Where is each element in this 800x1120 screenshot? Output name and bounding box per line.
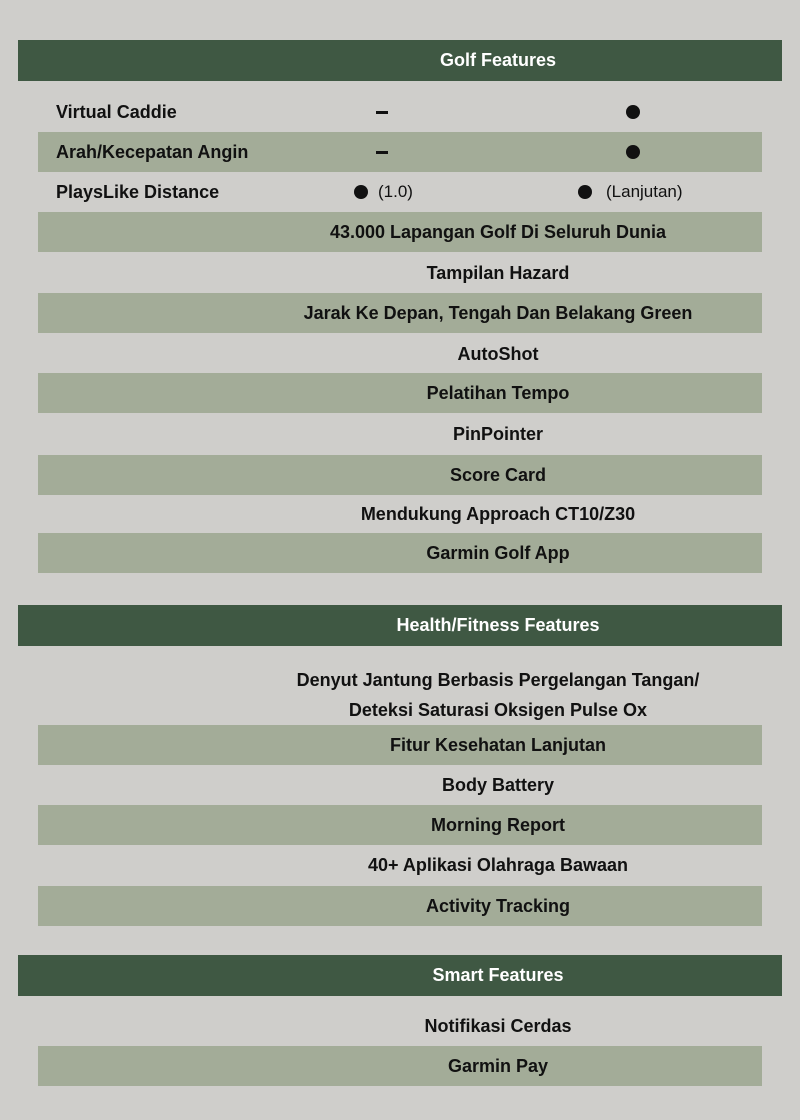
feature-row (38, 455, 762, 495)
feature-label: Garmin Pay (447, 1055, 549, 1076)
feature-label: Pelatihan Tempo (426, 382, 570, 403)
feature-row (38, 533, 762, 573)
golf-features-header (18, 40, 782, 81)
feature-label: Fitur Kesehatan Lanjutan (389, 734, 607, 755)
comparison-col-1 (352, 132, 388, 172)
health-features-title: Health/Fitness Features (396, 615, 600, 635)
feature-label: PinPointer (452, 423, 543, 444)
feature-label: Morning Report (431, 814, 565, 835)
comparison-row-wind (38, 132, 762, 172)
feature-label-line-2: Deteksi Saturasi Oksigen Pulse Ox (348, 700, 648, 720)
feature-row (38, 805, 762, 845)
dash-icon (376, 111, 388, 114)
feature-label: AutoShot (457, 343, 539, 364)
feature-label: Score Card (449, 464, 547, 485)
feature-row (38, 373, 762, 413)
golf-features-title: Golf Features (439, 50, 557, 70)
dot-icon (626, 145, 640, 159)
feature-label: Notifikasi Cerdas (424, 1015, 572, 1036)
feature-row (38, 334, 762, 374)
feature-row (38, 845, 762, 885)
comparison-note: (1.0) (378, 182, 413, 201)
dot-icon (354, 185, 368, 199)
comparison-col-2 (576, 92, 640, 132)
feature-row (38, 886, 762, 926)
comparison-row-playslike (38, 172, 762, 212)
comparison-row-virtual-caddie (38, 92, 762, 132)
comparison-note: (Lanjutan) (606, 182, 683, 201)
feature-row (38, 765, 762, 805)
feature-label: Mendukung Approach CT10/Z30 (360, 503, 636, 524)
dash-icon (376, 151, 388, 154)
comparison-label: Virtual Caddie (56, 102, 177, 122)
smart-features-header (18, 955, 782, 996)
comparison-label: Arah/Kecepatan Angin (56, 142, 249, 162)
comparison-col-1 (352, 92, 388, 132)
comparison-label: PlaysLike Distance (56, 182, 220, 202)
feature-row (38, 725, 762, 765)
comparison-col-1 (354, 172, 413, 212)
feature-label: Tampilan Hazard (426, 262, 570, 283)
health-features-header (18, 605, 782, 646)
feature-label: 40+ Aplikasi Olahraga Bawaan (368, 854, 628, 875)
smart-features-title: Smart Features (432, 965, 564, 985)
feature-row (38, 253, 762, 293)
feature-row (38, 1006, 762, 1046)
feature-label: Jarak Ke Depan, Tengah Dan Belakang Green (303, 302, 693, 323)
feature-row (38, 414, 762, 454)
feature-row (38, 494, 762, 534)
feature-label: Garmin Golf App (426, 542, 570, 563)
dot-icon (578, 185, 592, 199)
feature-row (38, 655, 762, 735)
feature-row (38, 1046, 762, 1086)
feature-label-line-1: Denyut Jantung Berbasis Pergelangan Tangan/ (296, 670, 700, 690)
comparison-col-2 (578, 172, 683, 212)
feature-label: 43.000 Lapangan Golf Di Seluruh Dunia (329, 221, 667, 242)
feature-label: Body Battery (441, 774, 555, 795)
feature-row (38, 212, 762, 252)
dot-icon (626, 105, 640, 119)
feature-row (38, 293, 762, 333)
feature-label: Activity Tracking (425, 895, 571, 916)
comparison-col-2 (576, 132, 640, 172)
